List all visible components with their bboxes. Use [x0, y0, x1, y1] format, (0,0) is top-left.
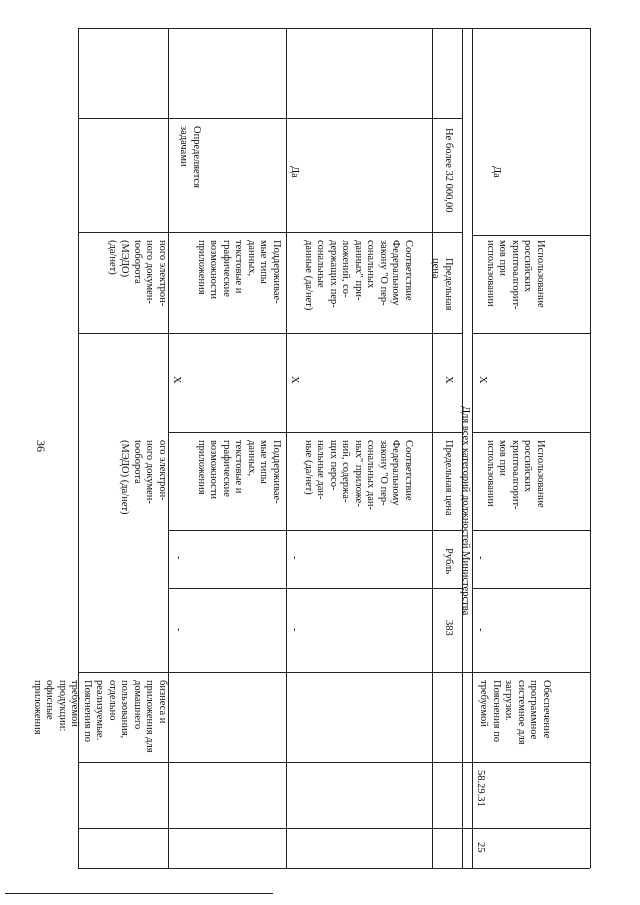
row7-unit-dash: - [475, 556, 486, 560]
product-name-continued: бизнеса и приложения для домашнего пользования, отдельно реализуемые. Пояснения по требуемой продукции: офисные приложения [32, 680, 168, 753]
characteristic-crypto: Использование российских криптоалгорит- мов при использовании [485, 440, 546, 510]
row7-x-mark: X [477, 376, 488, 384]
unit-name: Рубль [443, 548, 454, 575]
row5-x-mark: X [443, 376, 454, 384]
characteristic-max-price: Предельная цена [443, 440, 454, 516]
row4-code-dash: - [289, 628, 300, 632]
approved-characteristic-data-types: Поддерживае- мые типы данных, текстовые и графические возможности приложения [196, 240, 282, 304]
value-determined-by-tasks: Определяется задачами [178, 126, 202, 188]
characteristic-medo: ого электрон- ного докумен- tooборота (МЭДО) (да/нет) [119, 440, 168, 515]
row4-unit-dash: - [289, 556, 300, 560]
row7-code-dash: - [475, 628, 486, 632]
row4-x-mark: X [289, 376, 300, 384]
approved-characteristic-personal-data: Соответствие Федеральному закону "О пер- сональных данных" при- ложений, со- держащих пер- сональные данные (да/нет) [303, 240, 414, 311]
footnote-rule [5, 893, 273, 894]
value-yes-crypto: Да [491, 166, 502, 178]
approved-characteristic-max-price: Предельная цена [430, 258, 454, 311]
row3-x-mark: X [171, 376, 182, 384]
value-max-price: Не более 32 000,00 [443, 128, 454, 213]
okpd-code: 58.29.31 [475, 770, 486, 807]
row-number: 25 [475, 842, 486, 853]
value-yes: Да [289, 166, 300, 178]
approved-characteristic-medo: ного электрон- ного докумен- tooборота (МЭДО) (да/нет) [107, 240, 168, 307]
category-header: Для всех категорий должностей Министерства [460, 406, 471, 616]
unit-code: 383 [443, 620, 454, 636]
approved-characteristic-crypto: Использование российских криптоалгорит- мов при использовании [485, 240, 546, 310]
row3-unit-dash: - [173, 556, 184, 560]
page-number: 36 [34, 440, 48, 452]
row3-code-dash: - [173, 628, 184, 632]
product-name: Обеспечение программное системное для загрузки. Пояснения по требуемой [478, 680, 552, 745]
characteristic-personal-data: Соответствие Федеральному закону "О пер- сональных дан- ных" приложе- ний, содержа- щих персо- нальные дан- ные (да/нет) [303, 440, 414, 510]
characteristic-data-types: Поддерживае- мые типы данных, текстовые и графические возможности приложения [196, 440, 282, 504]
